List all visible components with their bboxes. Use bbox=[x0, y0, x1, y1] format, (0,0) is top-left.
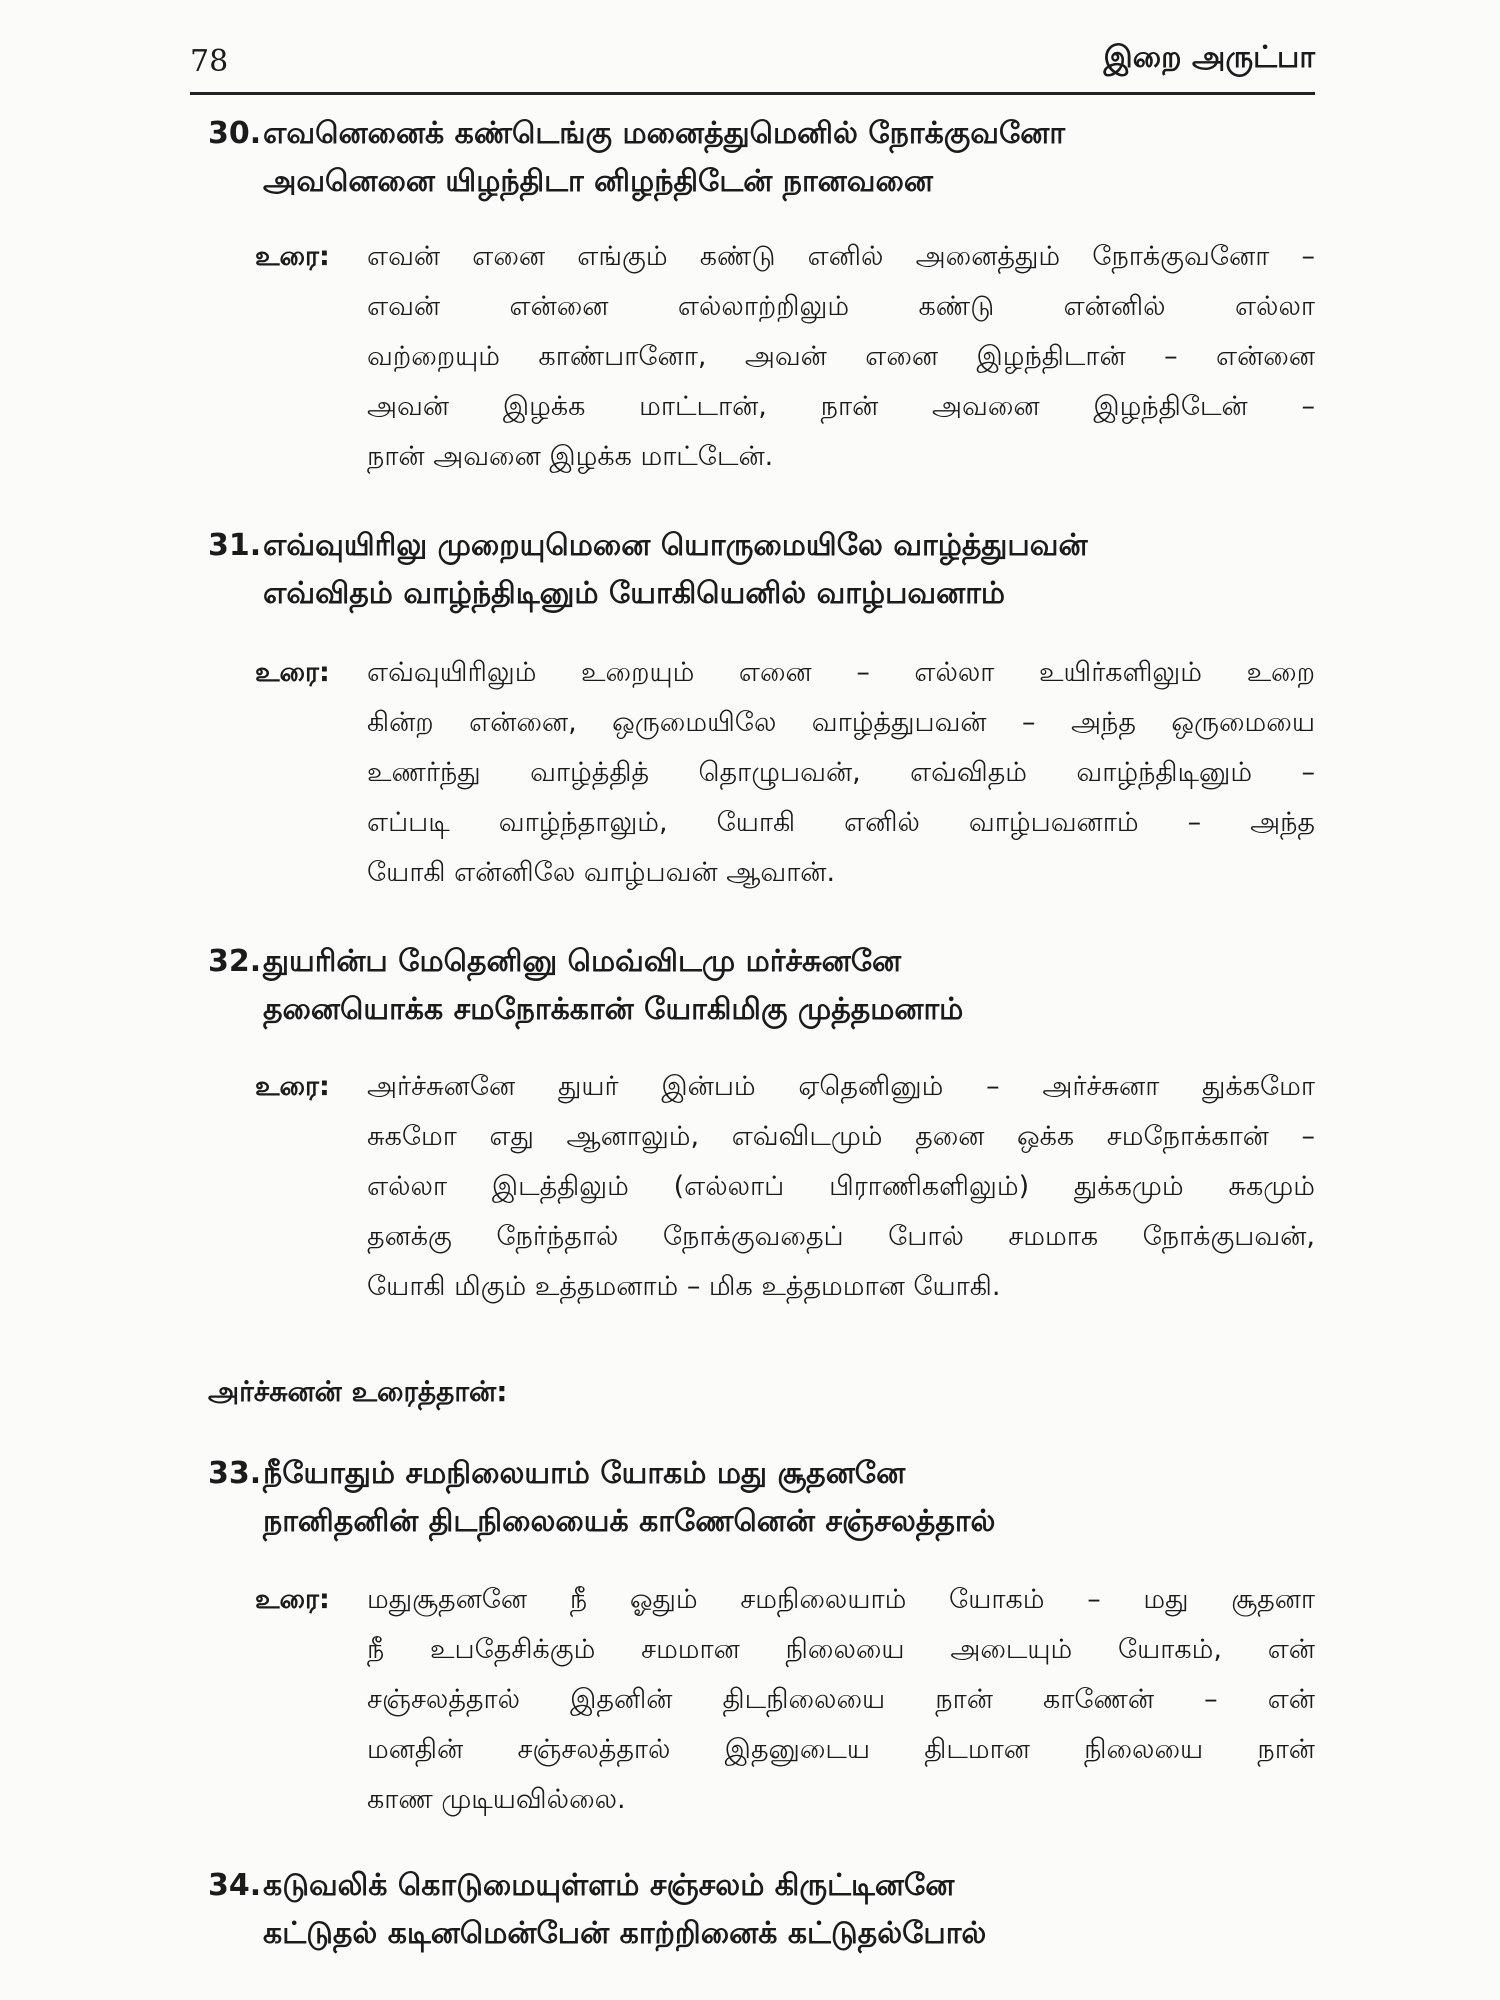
verse-number: 33. bbox=[208, 1456, 262, 1491]
commentary-line: கின்ற என்னை, ஒருமையிலே வாழ்த்துபவன் – அந்த ஒருமையை bbox=[367, 707, 1315, 738]
verse-text: கடுவலிக் கொடுமையுள்ளம் சஞ்சலம் கிருட்டினனே bbox=[263, 1868, 955, 1903]
verse-line bbox=[208, 1450, 1328, 1498]
verse-number: 30. bbox=[208, 116, 262, 151]
verse-33 bbox=[208, 1450, 1328, 1546]
verse-line: அவனெனை யிழந்திடா னிழந்திடேன் நானவனை bbox=[263, 164, 933, 199]
commentary-line: எல்லா இடத்திலும் (எல்லாப் பிராணிகளிலும்) துக்கமும் சுகமும் bbox=[367, 1171, 1315, 1202]
commentary-line: எவ்வுயிரிலும் உறையும் எனை – எல்லா உயிர்களிலும் உறை bbox=[367, 657, 1315, 688]
verse-number: 34. bbox=[208, 1868, 262, 1903]
commentary-label: உரை: bbox=[255, 657, 330, 688]
commentary-33 bbox=[255, 1575, 1315, 1825]
verse-number: 31. bbox=[208, 528, 262, 563]
verse-32 bbox=[208, 938, 1328, 1034]
commentary-label: உரை: bbox=[255, 1584, 330, 1615]
commentary-line: காண முடியவில்லை. bbox=[367, 1784, 626, 1815]
verse-text: துயரின்ப மேதெனினு மெவ்விடமு மர்ச்சுனனே bbox=[263, 944, 902, 979]
commentary-line: சுகமோ எது ஆனாலும், எவ்விடமும் தனை ஒக்க சமநோக்கான் – bbox=[367, 1121, 1315, 1152]
verse-line: எவ்விதம் வாழ்ந்திடினும் யோகியெனில் வாழ்பவனாம் bbox=[263, 576, 1006, 611]
verse-line: நானிதனின் திடநிலையைக் காணேனென் சஞ்சலத்தால் bbox=[263, 1504, 996, 1539]
commentary-text bbox=[367, 1575, 1315, 1825]
commentary-line: உணர்ந்து வாழ்த்தித் தொழுபவன், எவ்விதம் வாழ்ந்திடினும் – bbox=[367, 757, 1315, 788]
commentary-line: மனதின் சஞ்சலத்தால் இதனுடைய திடமான நிலையை நான் bbox=[367, 1734, 1315, 1765]
verse-number: 32. bbox=[208, 944, 262, 979]
commentary-30 bbox=[255, 232, 1315, 482]
commentary-line: சஞ்சலத்தால் இதனின் திடநிலையை நான் காணேன் – என் bbox=[367, 1684, 1315, 1715]
commentary-text bbox=[367, 232, 1315, 482]
commentary-label: உரை: bbox=[255, 1071, 330, 1102]
commentary-label: உரை: bbox=[255, 241, 330, 272]
verse-line bbox=[208, 522, 1328, 570]
commentary-text bbox=[367, 1062, 1315, 1312]
verse-text: நீயோதும் சமநிலையாம் யோகம் மது சூதனனே bbox=[263, 1456, 906, 1491]
verse-line bbox=[208, 110, 1328, 158]
verse-text: எவ்வுயிரிலு முறையுமெனை யொருமையிலே வாழ்த்துபவன் bbox=[263, 528, 1088, 563]
verse-30 bbox=[208, 110, 1328, 206]
commentary-line: எப்படி வாழ்ந்தாலும், யோகி எனில் வாழ்பவனாம் – அந்த bbox=[367, 807, 1315, 838]
verse-31 bbox=[208, 522, 1328, 618]
verse-text: எவனெனைக் கண்டெங்கு மனைத்துமெனில் நோக்குவனோ bbox=[263, 116, 1066, 151]
verse-line bbox=[208, 1862, 1328, 1910]
commentary-31 bbox=[255, 648, 1315, 898]
commentary-line: அர்ச்சுனனே துயர் இன்பம் ஏதெனினும் – அர்ச்சுனா துக்கமோ bbox=[367, 1071, 1315, 1102]
commentary-line: எவன் எனை எங்கும் கண்டு எனில் அனைத்தும் நோக்குவனோ – bbox=[367, 241, 1315, 272]
commentary-line: நீ உபதேசிக்கும் சமமான நிலையை அடையும் யோகம், என் bbox=[367, 1634, 1315, 1665]
commentary-text bbox=[367, 648, 1315, 898]
commentary-line: யோகி என்னிலே வாழ்பவன் ஆவான். bbox=[367, 857, 836, 888]
verse-line: தனையொக்க சமநோக்கான் யோகிமிகு முத்தமனாம் bbox=[263, 992, 964, 1027]
commentary-32 bbox=[255, 1062, 1315, 1312]
commentary-line: நான் அவனை இழக்க மாட்டேன். bbox=[367, 441, 774, 472]
section-heading: அர்ச்சுனன் உரைத்தான்: bbox=[208, 1375, 508, 1408]
running-title: இறை அருட்பா bbox=[1103, 40, 1315, 75]
commentary-line: யோகி மிகும் உத்தமனாம் – மிக உத்தமமான யோகி. bbox=[367, 1271, 1001, 1302]
verse-line: கட்டுதல் கடினமென்பேன் காற்றினைக் கட்டுதல்போல் bbox=[263, 1916, 987, 1951]
commentary-line: தனக்கு நேர்ந்தால் நோக்குவதைப் போல் சமமாக நோக்குபவன், bbox=[367, 1221, 1315, 1252]
page-number: 78 bbox=[190, 44, 229, 79]
commentary-line: மதுசூதனனே நீ ஓதும் சமநிலையாம் யோகம் – மது சூதனா bbox=[367, 1584, 1315, 1615]
verse-34 bbox=[208, 1862, 1328, 1958]
commentary-line: வற்றையும் காண்பானோ, அவன் எனை இழந்திடான் – என்னை bbox=[367, 341, 1315, 372]
commentary-line: எவன் என்னை எல்லாற்றிலும் கண்டு என்னில் எல்லா bbox=[367, 291, 1315, 322]
commentary-line: அவன் இழக்க மாட்டான், நான் அவனை இழந்திடேன் – bbox=[367, 391, 1315, 422]
verse-line bbox=[208, 938, 1328, 986]
